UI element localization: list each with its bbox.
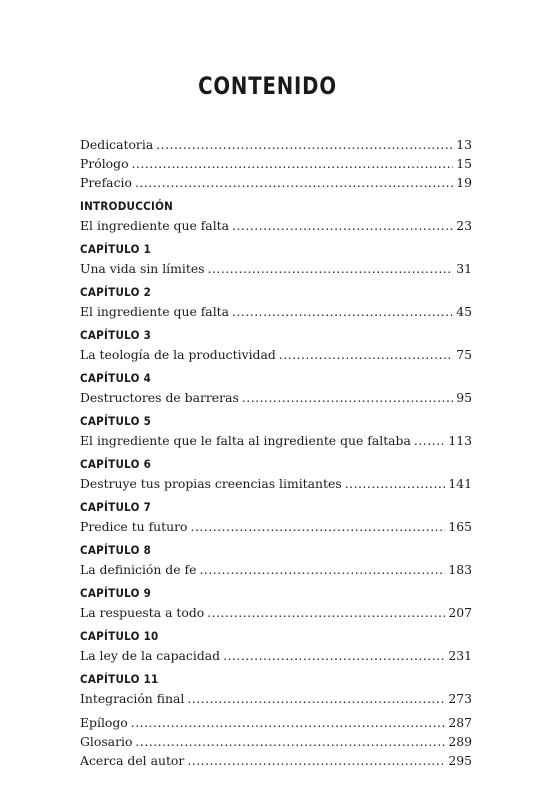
dot-leader (156, 135, 453, 154)
toc-entry-chapter-5 (80, 431, 472, 450)
toc-entry-label: Una vida sin límites (80, 261, 205, 276)
toc-entry-page: 165 (448, 519, 472, 534)
toc-entry-epilogo (80, 713, 472, 732)
toc-entry-page: 273 (448, 691, 472, 706)
chapter-heading-5: CAPÍTULO 5 (80, 414, 152, 428)
toc-entry-label: Prólogo (80, 156, 129, 171)
toc-entry-page: 289 (448, 734, 472, 749)
toc-entry-page: 295 (448, 753, 472, 768)
dot-leader (132, 154, 454, 173)
toc-entry-label: La respuesta a todo (80, 605, 205, 620)
dot-leader (187, 689, 445, 708)
toc-entry-page: 45 (456, 304, 472, 319)
dot-leader (207, 603, 445, 622)
toc-entry-chapter-1 (80, 259, 472, 278)
toc-entry-label: Destruye tus propias creencias limitantes (80, 476, 342, 491)
toc-entry-page: 23 (456, 218, 472, 233)
dot-leader (131, 713, 446, 732)
toc-entry-prefacio (80, 173, 472, 192)
toc-entry-dedicatoria (80, 135, 472, 154)
toc-entry-introduccion (80, 216, 472, 235)
toc-entry-chapter-9 (80, 603, 472, 622)
toc-entry-chapter-10 (80, 646, 472, 665)
dot-leader (208, 259, 454, 278)
dot-leader (199, 560, 445, 579)
chapter-heading-7: CAPÍTULO 7 (80, 500, 152, 514)
toc-entry-chapter-6 (80, 474, 472, 493)
dot-leader (232, 216, 453, 235)
toc-entry-page: 31 (456, 261, 472, 276)
section-heading-introduccion: INTRODUCCIÓN (80, 199, 174, 213)
toc-entry-prologo (80, 154, 472, 173)
chapter-heading-8: CAPÍTULO 8 (80, 543, 152, 557)
toc-entry-chapter-11 (80, 689, 472, 708)
toc-entry-label: El ingrediente que falta (80, 304, 230, 319)
chapter-heading-1: CAPÍTULO 1 (80, 242, 152, 256)
toc-entry-page: 15 (456, 156, 472, 171)
chapter-heading-11: CAPÍTULO 11 (80, 672, 159, 686)
toc-entry-label: Acerca del autor (80, 753, 185, 768)
toc-entry-page: 13 (456, 137, 472, 152)
toc-entry-page: 141 (448, 476, 472, 491)
chapter-heading-2: CAPÍTULO 2 (80, 285, 152, 299)
dot-leader (191, 517, 446, 536)
chapter-heading-4: CAPÍTULO 4 (80, 371, 152, 385)
dot-leader (414, 431, 445, 450)
toc-entry-label: Epílogo (80, 715, 128, 730)
dot-leader (223, 646, 445, 665)
toc-entry-page: 207 (448, 605, 472, 620)
toc-entry-label: La definición de fe (80, 562, 197, 577)
dot-leader (187, 751, 445, 770)
toc-entry-page: 287 (448, 715, 472, 730)
toc-entry-chapter-7 (80, 517, 472, 536)
toc-entry-chapter-4 (80, 388, 472, 407)
toc-entry-page: 95 (456, 390, 472, 405)
chapter-heading-10: CAPÍTULO 10 (80, 629, 159, 643)
toc-entry-glosario (80, 732, 472, 751)
toc-entry-label: Dedicatoria (80, 137, 154, 152)
toc-entry-label: Destructores de barreras (80, 390, 239, 405)
toc-entry-label: Integración final (80, 691, 185, 706)
chapter-heading-9: CAPÍTULO 9 (80, 586, 152, 600)
toc-entry-chapter-8 (80, 560, 472, 579)
toc-entry-page: 75 (456, 347, 472, 362)
toc-entry-chapter-2 (80, 302, 472, 321)
toc-entry-label: El ingrediente que le falta al ingrediente que faltaba (80, 433, 411, 448)
page-title: CONTENIDO (198, 72, 337, 100)
toc-entry-page: 183 (448, 562, 472, 577)
chapter-heading-3: CAPÍTULO 3 (80, 328, 152, 342)
dot-leader (135, 173, 453, 192)
toc-entry-label: Predice tu futuro (80, 519, 188, 534)
dot-leader (345, 474, 446, 493)
toc-entry-acerca-del-autor (80, 751, 472, 770)
chapter-heading-6: CAPÍTULO 6 (80, 457, 152, 471)
dot-leader (232, 302, 453, 321)
toc-entry-label: Prefacio (80, 175, 132, 190)
dot-leader (242, 388, 453, 407)
toc-entry-page: 231 (448, 648, 472, 663)
table-of-contents (80, 135, 472, 770)
toc-entry-chapter-3 (80, 345, 472, 364)
toc-entry-label: La ley de la capacidad (80, 648, 221, 663)
toc-entry-page: 113 (448, 433, 472, 448)
dot-leader (135, 732, 445, 751)
dot-leader (279, 345, 453, 364)
toc-entry-page: 19 (456, 175, 472, 190)
toc-entry-label: Glosario (80, 734, 133, 749)
toc-entry-label: El ingrediente que falta (80, 218, 230, 233)
toc-entry-label: La teología de la productividad (80, 347, 276, 362)
